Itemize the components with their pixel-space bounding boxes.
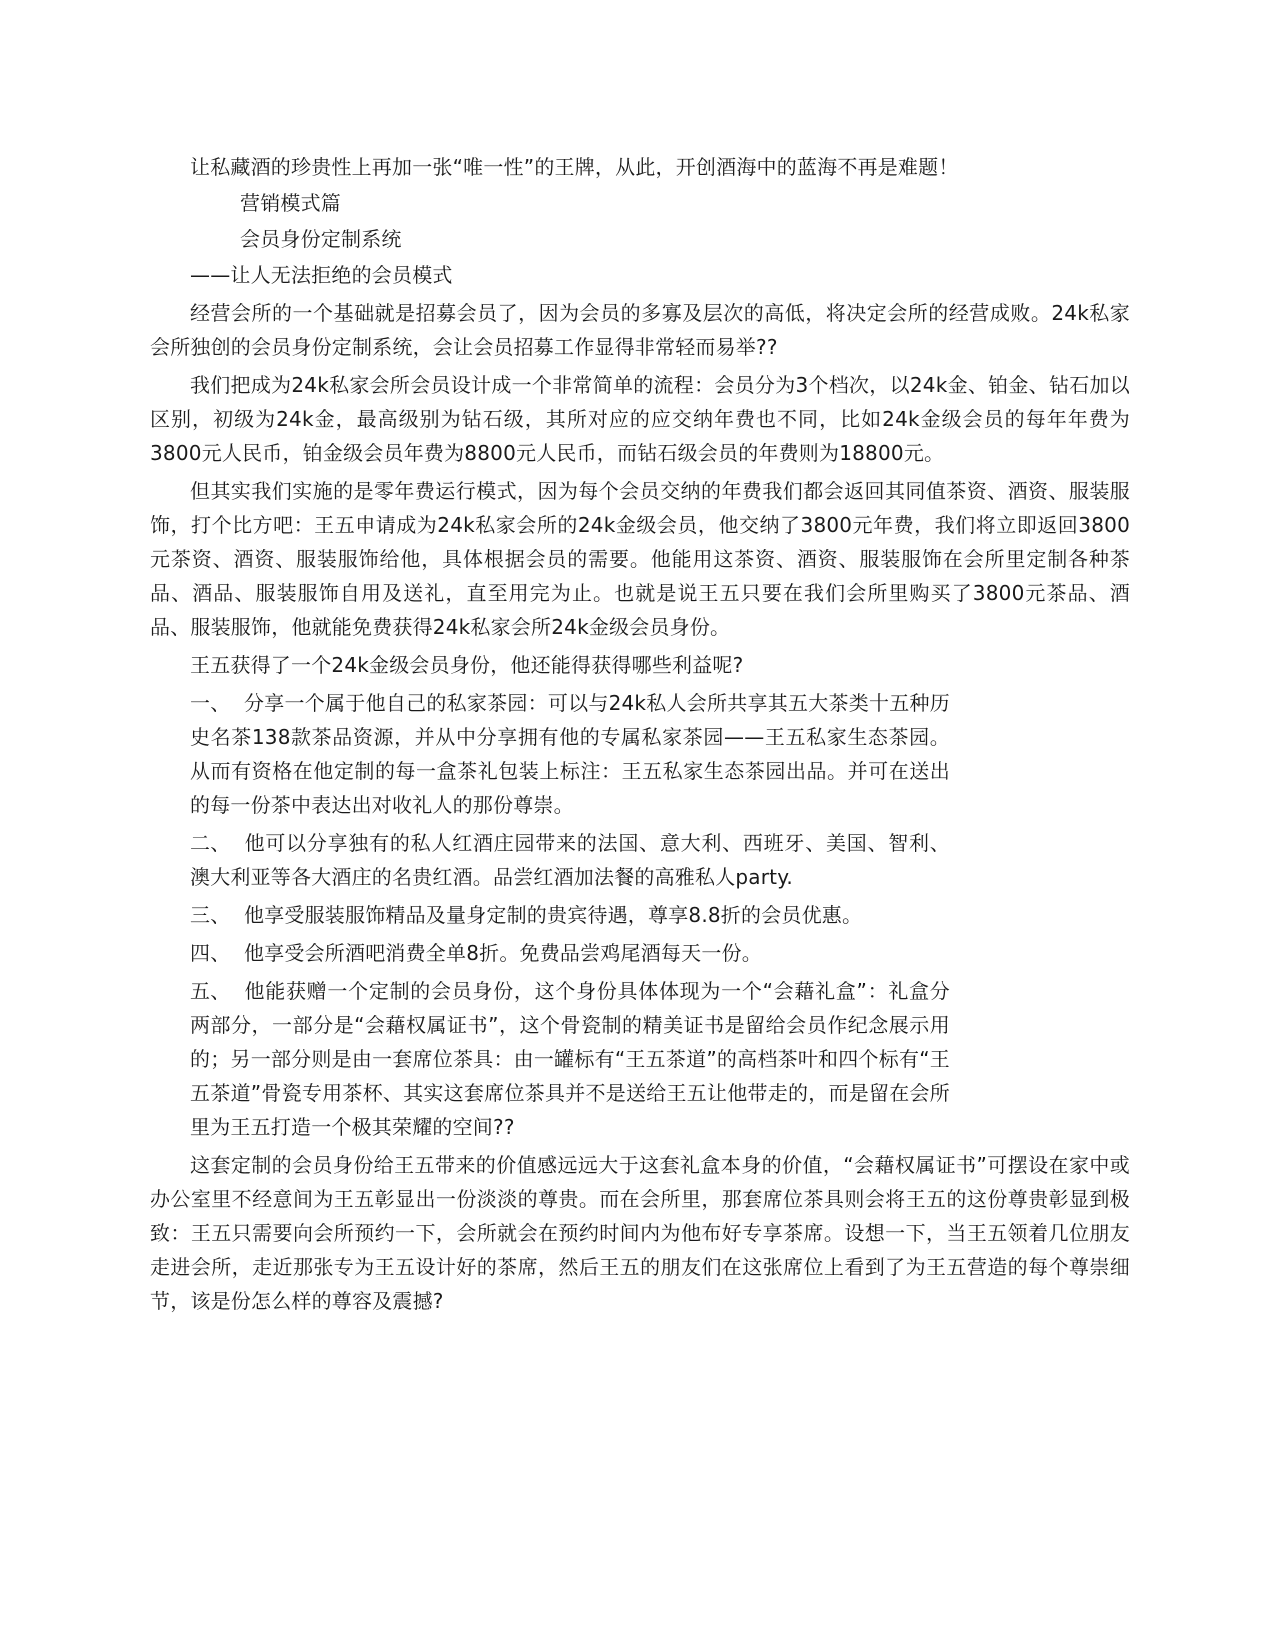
benefit-text: 他可以分享独有的私人红酒庄园带来的法国、意大利、西班牙、美国、智利、澳大利亚等各大酒庄的名贵红酒。品尝红酒加法餐的高雅私人party. [190,831,950,889]
document-page [150,150,1130,1318]
benefit-item-3 [190,898,950,932]
section-title: 营销模式篇 [240,191,341,215]
benefit-item-4 [190,936,950,970]
benefit-number: 三、 [190,903,231,927]
benefit-item-2 [190,826,950,894]
benefit-number: 一、 [190,691,231,715]
intro-line: 让私藏酒的珍贵性上再加一张“唯一性”的王牌，从此，开创酒海中的蓝海不再是难题！ [190,155,959,179]
benefit-number: 四、 [190,941,231,965]
paragraph-membership-tiers: 我们把成为24k私家会所会员设计成一个非常简单的流程：会员分为3个档次，以24k金、铂金、钻石加以区别，初级为24k金，最高级别为钻石级，其所对应的应交纳年费也不同，比如24k金级会员的每年年费为3800元人民币，铂金级会员年费为8800元人民币，而钻石级会员的年费则为18800元。 [150,373,1130,465]
benefit-number: 二、 [190,831,231,855]
subsection-title: 会员身份定制系统 [240,227,402,251]
benefit-text: 分享一个属于他自己的私家茶园：可以与24k私人会所共享其五大茶类十五种历史名茶138款茶品资源，并从中分享拥有他的专属私家茶园——王五私家生态茶园。从而有资格在他定制的每一盒茶礼包装上标注：王五私家生态茶园出品。并可在送出的每一份茶中表达出对收礼人的那份尊崇。 [190,691,950,817]
tagline: ——让人无法拒绝的会员模式 [190,263,453,287]
paragraph-closing: 这套定制的会员身份给王五带来的价值感远远大于这套礼盒本身的价值，“会藉权属证书”可摆设在家中或办公室里不经意间为王五彰显出一份淡淡的尊贵。而在会所里，那套席位茶具则会将王五的这份尊贵彰显到极致：王五只需要向会所预约一下，会所就会在预约时间内为他布好专享茶席。设想一下，当王五领着几位朋友走进会所，走近那张专为王五设计好的茶席，然后王五的朋友们在这张席位上看到了为王五营造的每个尊崇细节，该是份怎么样的尊容及震撼? [150,1153,1130,1313]
benefit-text: 他享受服装服饰精品及量身定制的贵宾待遇，尊享8.8折的会员优惠。 [244,903,863,927]
paragraph-recruitment: 经营会所的一个基础就是招募会员了，因为会员的多寡及层次的高低，将决定会所的经营成败。24k私家会所独创的会员身份定制系统，会让会员招募工作显得非常轻而易举?? [150,301,1130,359]
paragraph-benefits-question: 王五获得了一个24k金级会员身份，他还能得获得哪些利益呢? [190,653,744,677]
benefit-text: 他享受会所酒吧消费全单8折。免费品尝鸡尾酒每天一份。 [244,941,762,965]
paragraph-zero-fee-model: 但其实我们实施的是零年费运行模式，因为每个会员交纳的年费我们都会返回其同值茶资、酒资、服装服饰，打个比方吧：王五申请成为24k私家会所的24k金级会员，他交纳了3800元年费，我们将立即返回3800元茶资、酒资、服装服饰给他，具体根据会员的需要。他能用这茶资、酒资、服装服饰在会所里定制各种茶品、酒品、服装服饰自用及送礼，直至用完为止。也就是说王五只要在我们会所里购买了3800元茶品、酒品、服装服饰，他就能免费获得24k私家会所24k金级会员身份。 [150,479,1130,639]
benefit-number: 五、 [190,979,231,1003]
benefit-text: 他能获赠一个定制的会员身份，这个身份具体体现为一个“会藉礼盒”：礼盒分两部分，一部分是“会藉权属证书”，这个骨瓷制的精美证书是留给会员作纪念展示用的；另一部分则是由一套席位茶具：由一罐标有“王五茶道”的高档茶叶和四个标有“王五茶道”骨瓷专用茶杯、其实这套席位茶具并不是送给王五让他带走的，而是留在会所里为王五打造一个极其荣耀的空间?? [190,979,950,1139]
benefit-item-1 [190,686,950,822]
benefit-item-5 [190,974,950,1144]
